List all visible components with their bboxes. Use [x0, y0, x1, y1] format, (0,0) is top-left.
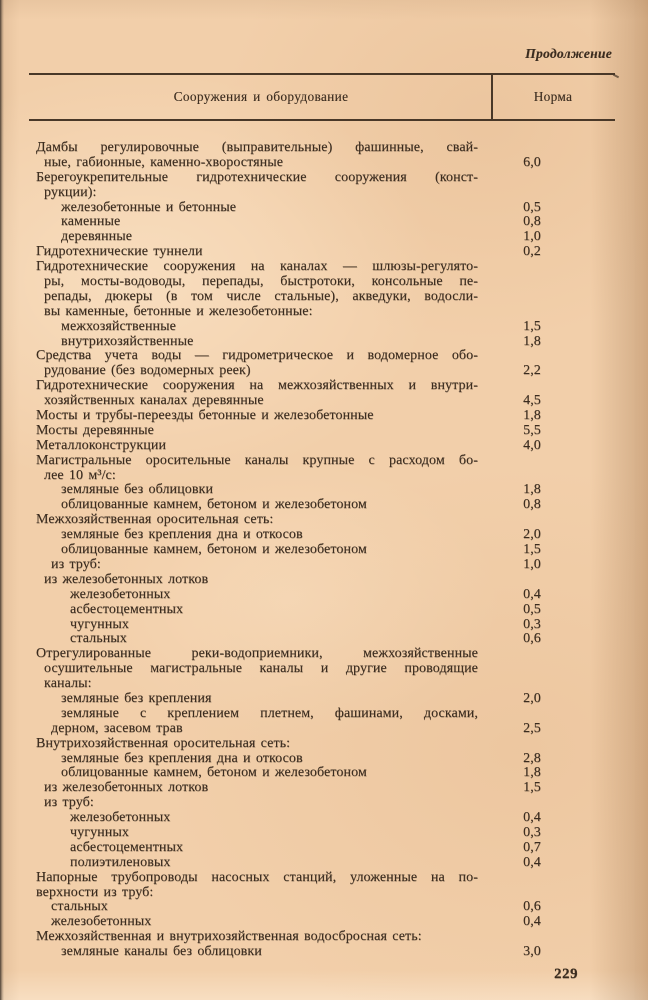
row-norm-value: 0,4 — [523, 586, 541, 602]
row-text: облицованные камнем, бетоном и железобетоном — [61, 497, 367, 513]
table-row — [36, 573, 581, 588]
column-header-norm: Норма — [533, 89, 573, 104]
row-text: железобетонных — [70, 810, 171, 826]
row-text: рудование (без водомерных реек) — [44, 363, 251, 379]
row-text: земляные без облицовки — [61, 482, 214, 498]
table-row — [36, 618, 581, 633]
table-row — [36, 424, 581, 439]
page-left-edge-shadow — [0, 0, 4, 1000]
row-text: железобетонные и бетонные — [61, 199, 237, 215]
table-row — [36, 945, 581, 960]
row-text: из железобетонных лотков — [44, 571, 209, 587]
row-norm-value: 1,5 — [523, 780, 541, 796]
row-text: Гидротехнические сооружения на каналах — шлюзы-регулято- — [36, 260, 478, 275]
row-norm-value: 0,5 — [523, 199, 541, 215]
table-row — [36, 469, 581, 484]
table-row — [36, 364, 581, 379]
table-row — [36, 513, 581, 528]
row-text: из железобетонных лотков — [44, 780, 209, 796]
row-text: полиэтиленовых — [70, 854, 171, 870]
table-row — [36, 647, 581, 662]
row-text: ные, габионные, каменно-хворостяные — [44, 154, 284, 170]
table-row — [36, 320, 581, 335]
row-norm-value: 1,0 — [523, 556, 541, 572]
table-row — [36, 707, 581, 722]
table-row — [36, 349, 581, 364]
row-text: облицованные камнем, бетоном и железобетоном — [61, 765, 367, 781]
row-norm-value: 1,5 — [523, 542, 541, 558]
table-row — [36, 543, 581, 558]
table-row — [36, 409, 581, 424]
table-row — [36, 826, 581, 841]
table-body — [36, 141, 581, 960]
row-text: рукции): — [44, 184, 97, 200]
table-row — [36, 811, 581, 826]
table-row — [36, 439, 581, 454]
table-row — [36, 900, 581, 915]
row-norm-value: 1,5 — [523, 318, 541, 334]
table-row — [36, 737, 581, 752]
row-text: хозяйственных каналах деревянные — [44, 393, 264, 409]
table-row — [36, 275, 581, 290]
row-text: дерном, засевом трав — [51, 720, 183, 736]
table-row — [36, 290, 581, 305]
row-norm-value: 0,2 — [523, 244, 541, 260]
row-norm-value: 0,5 — [523, 601, 541, 617]
row-text: облицованные камнем, бетоном и железобетоном — [61, 542, 367, 558]
table-row — [36, 603, 581, 618]
table-row — [36, 186, 581, 201]
row-text: репады, дюкеры (в том числе стальные), акведуки, водосли- — [44, 289, 478, 304]
page-number: 229 — [554, 966, 578, 982]
row-text: стальных — [51, 899, 108, 915]
row-norm-value: 2,8 — [523, 750, 541, 766]
row-text: деревянные — [61, 229, 133, 245]
row-norm-value: 0,4 — [523, 854, 541, 870]
table-row — [36, 230, 581, 245]
row-text: железобетонных — [70, 586, 171, 602]
row-norm-value: 1,0 — [523, 229, 541, 245]
row-norm-value: 0,8 — [523, 214, 541, 230]
row-text: Средства учета воды — гидрометрическое и водомерное обо- — [36, 349, 478, 364]
table-row — [36, 796, 581, 811]
row-text: земляные каналы без облицовки — [61, 944, 262, 960]
row-text: из труб: — [51, 556, 101, 572]
row-text: Межхозяйственная и внутрихозяйственная водосбросная сеть: — [36, 929, 422, 945]
table-row — [36, 915, 581, 930]
row-text: верхности из труб: — [36, 884, 154, 900]
row-norm-value: 2,5 — [523, 720, 541, 736]
table-row — [36, 156, 581, 171]
row-text: Межхозяйственная оросительная сеть: — [36, 512, 274, 528]
row-text: каналы: — [44, 676, 92, 692]
row-text: осушительные магистральные каналы и другие проводящие — [44, 662, 478, 677]
row-text: земляные без крепления — [61, 690, 212, 706]
table-row — [36, 871, 581, 886]
row-text: Напорные трубопроводы насосных станций, уложенные на по- — [36, 870, 478, 885]
row-text: из труб: — [44, 795, 94, 811]
row-norm-value: 6,0 — [523, 154, 541, 170]
table-row — [36, 558, 581, 573]
table-row — [36, 141, 581, 156]
table-row — [36, 498, 581, 513]
row-text: Магистральные оросительные каналы крупные с расходом бо- — [36, 453, 478, 468]
row-norm-value: 0,4 — [523, 914, 541, 930]
row-text: чугунных — [70, 616, 129, 632]
table-row — [36, 528, 581, 543]
row-text: Гидротехнические сооружения на межхозяйственных и внутри- — [36, 379, 478, 394]
table-row — [36, 588, 581, 603]
table-row — [36, 260, 581, 275]
table-row — [36, 215, 581, 230]
table-row — [36, 379, 581, 394]
row-text: асбестоцементных — [70, 839, 184, 855]
row-norm-value: 0,6 — [523, 631, 541, 647]
row-norm-value: 1,8 — [523, 333, 541, 349]
table-row — [36, 856, 581, 871]
table-row — [36, 454, 581, 469]
row-text: железобетонных — [51, 914, 152, 930]
row-text: стальных — [70, 631, 127, 647]
row-norm-value: 0,8 — [523, 497, 541, 513]
row-norm-value: 0,7 — [523, 839, 541, 855]
row-norm-value: 4,5 — [523, 393, 541, 409]
row-norm-value: 1,8 — [523, 482, 541, 498]
row-norm-value: 3,0 — [523, 944, 541, 960]
row-text: чугунных — [70, 824, 129, 840]
row-text: Гидротехнические туннели — [36, 244, 203, 260]
row-text: ры, мосты-водоводы, перепады, быстротоки, консольные пе- — [44, 275, 478, 290]
table-row — [36, 632, 581, 647]
row-text: асбестоцементных — [70, 601, 184, 617]
row-norm-value: 0,3 — [523, 824, 541, 840]
continuation-label: Продолжение — [525, 46, 612, 61]
table-row — [36, 722, 581, 737]
row-text: Мосты деревянные — [36, 422, 154, 438]
table-top-rule — [29, 73, 615, 75]
table-row — [36, 781, 581, 796]
row-norm-value: 1,8 — [523, 408, 541, 424]
column-header-structures: Сооружения и оборудование — [173, 89, 349, 104]
row-norm-value: 2,2 — [523, 363, 541, 379]
table-row — [36, 692, 581, 707]
row-text: земляные без крепления дна и откосов — [61, 527, 303, 543]
row-text: лее 10 м³/с: — [44, 467, 116, 483]
table-row — [36, 662, 581, 677]
row-text: земляные с креплением плетнем, фашинами, досками, — [61, 706, 478, 721]
row-norm-value: 2,0 — [523, 690, 541, 706]
row-text: земляные без крепления дна и откосов — [61, 750, 303, 766]
row-norm-value: 0,4 — [523, 810, 541, 826]
row-text: Металлоконструкции — [36, 437, 167, 453]
table-row — [36, 201, 581, 216]
table-row — [36, 394, 581, 409]
page-right-edge-shadow — [634, 0, 648, 1000]
row-text: межхозяйственные — [61, 318, 176, 334]
row-text: каменные — [61, 214, 121, 230]
table-row — [36, 245, 581, 260]
row-norm-value: 1,8 — [523, 765, 541, 781]
table-row — [36, 930, 581, 945]
row-text: внутрихозяйственные — [61, 333, 194, 349]
row-text: Отрегулированные реки-водоприемники, межхозяйственные — [36, 647, 478, 662]
table-row — [36, 677, 581, 692]
row-text: Мосты и трубы-переезды бетонные и железобетонные — [36, 408, 374, 424]
row-text: Внутрихозяйственная оросительная сеть: — [36, 735, 291, 751]
row-text: Берегоукрепительные гидротехнические сооружения (конст- — [36, 170, 478, 185]
table-row — [36, 483, 581, 498]
table-row — [36, 886, 581, 901]
row-norm-value: 0,6 — [523, 899, 541, 915]
table-row — [36, 335, 581, 350]
row-text: вы каменные, бетонные и железобетонные: — [44, 303, 313, 319]
row-norm-value: 5,5 — [523, 422, 541, 438]
row-text: Дамбы регулировочные (выправительные) фашинные, свай- — [36, 141, 478, 155]
table-row — [36, 752, 581, 767]
table-row — [36, 841, 581, 856]
table-row — [36, 766, 581, 781]
table-row — [36, 171, 581, 186]
table-row — [36, 305, 581, 320]
row-norm-value: 2,0 — [523, 527, 541, 543]
row-norm-value: 4,0 — [523, 437, 541, 453]
table-header-bottom-rule — [29, 119, 615, 121]
row-norm-value: 0,3 — [523, 616, 541, 632]
